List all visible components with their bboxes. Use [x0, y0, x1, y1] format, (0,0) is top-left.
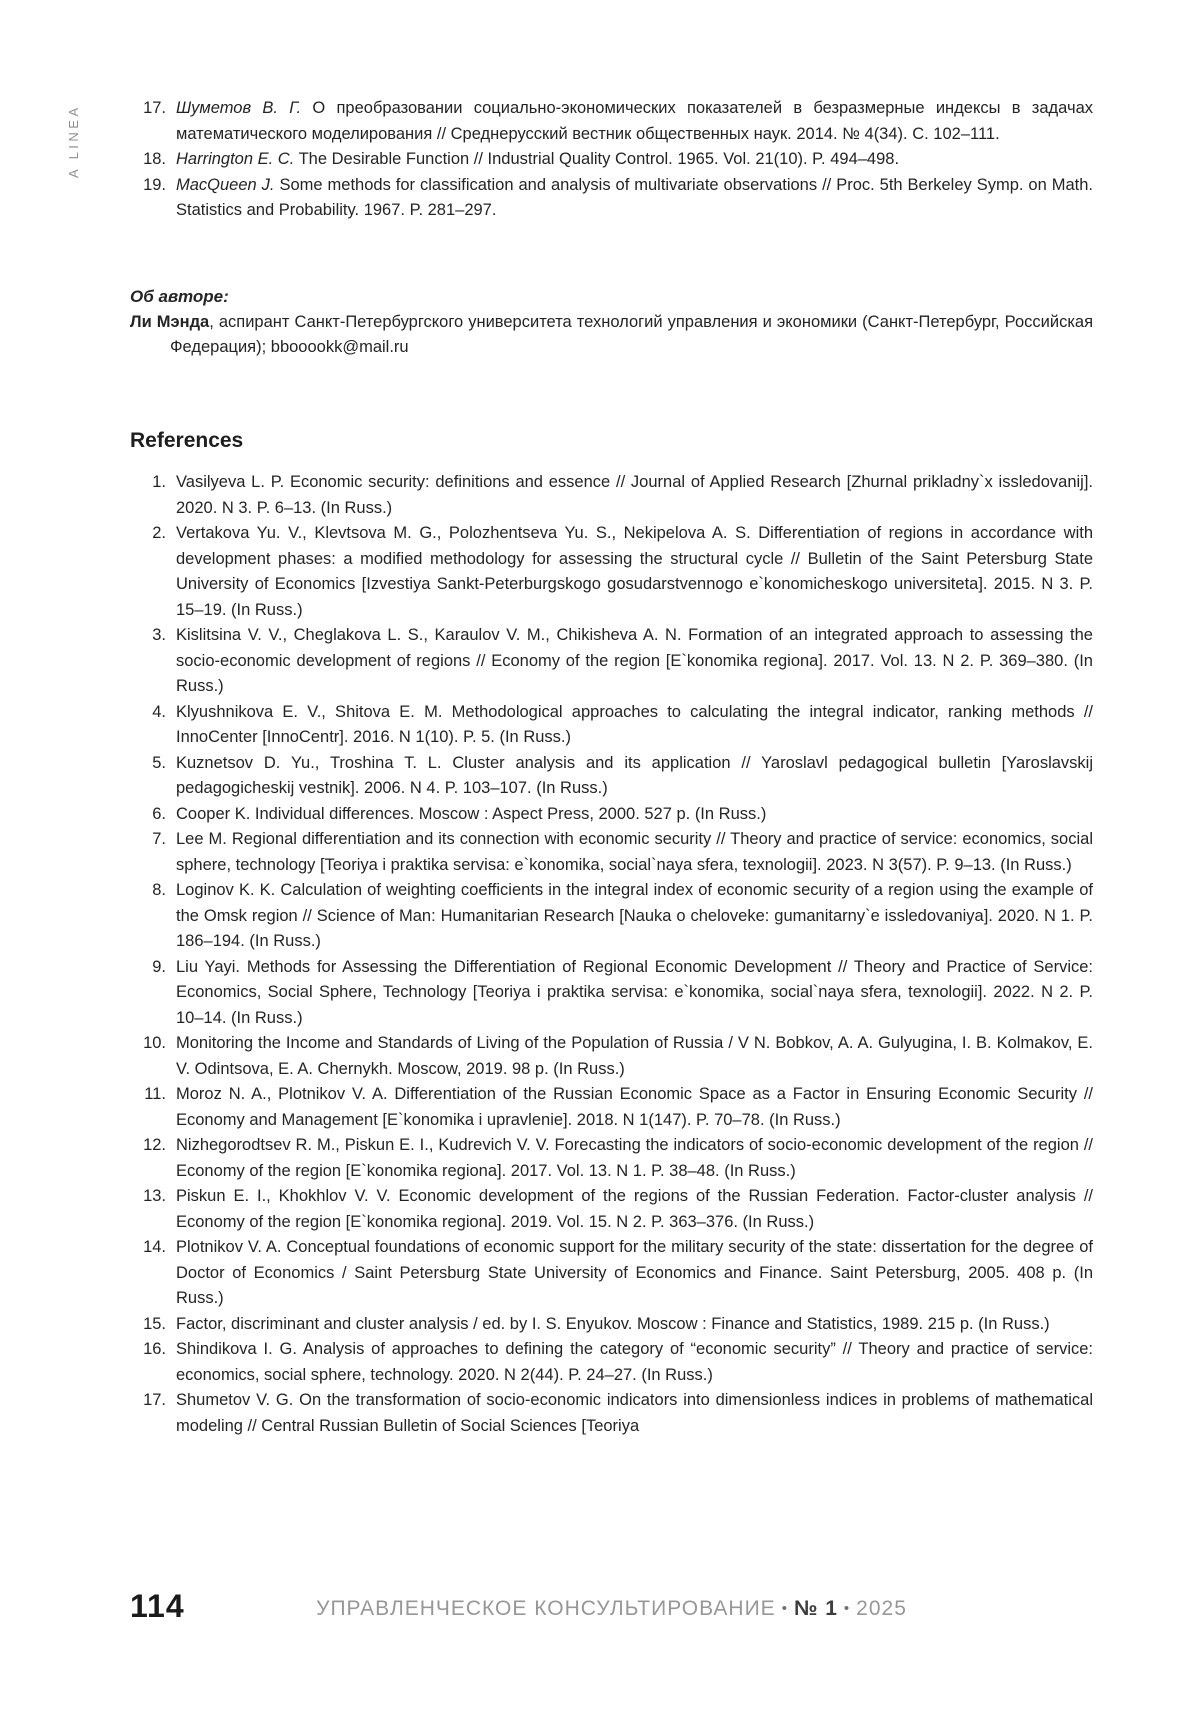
- reference-number: 16.: [143, 1340, 166, 1358]
- footer-separator-dot: •: [843, 1600, 851, 1617]
- russian-references-list: [130, 96, 1093, 224]
- reference-number: 9.: [152, 957, 166, 976]
- reference-number: 10.: [143, 1034, 166, 1052]
- page-number: 114: [130, 1588, 185, 1624]
- reference-number: 15.: [143, 1314, 166, 1333]
- reference-number: 1.: [152, 473, 166, 491]
- reference-item-17: [130, 1388, 1093, 1439]
- reference-item-9: [130, 955, 1093, 1032]
- reference-number: 2.: [152, 524, 166, 542]
- reference-author: MacQueen J.: [176, 175, 275, 194]
- references-heading: References: [130, 429, 244, 452]
- reference-number: 13.: [143, 1187, 166, 1205]
- reference-item-12: [130, 1133, 1093, 1184]
- reference-item-3: [130, 623, 1093, 700]
- reference-author: Шуметов В. Г.: [176, 99, 302, 117]
- reference-item-13: [130, 1184, 1093, 1235]
- references-list: [130, 470, 1093, 1439]
- reference-item-7: [130, 827, 1093, 878]
- reference-item-8: [130, 878, 1093, 955]
- reference-text: Lee M. Regional differentiation and its connection with economic security // Theory and practice of service: economics, social sphere, technology [Teoriya i praktika servisa: e`konomika, social`naya sfera, texnologii]. 2023. N 3(57). P. 9–13. (In Russ.): [176, 830, 1093, 874]
- reference-number: 8.: [152, 881, 166, 899]
- footer-separator-dot: •: [781, 1600, 788, 1617]
- reference-item-5: [130, 751, 1093, 802]
- reference-item-ru-17: [130, 96, 1093, 147]
- references-heading-section: [130, 428, 1093, 454]
- reference-item-ru-19: [130, 173, 1093, 224]
- reference-item-16: [130, 1337, 1093, 1388]
- author-name: Ли Мэнда: [130, 312, 210, 331]
- reference-number: 5.: [152, 753, 166, 772]
- reference-text: Nizhegorodtsev R. M., Piskun E. I., Kudrevich V. V. Forecasting the indicators of socio-economic development of the region // Economy of the region [E`konomika regiona]. 2017. Vol. 13. N 1. P. 38–48. (In Russ.): [176, 1136, 1093, 1180]
- reference-text: Plotnikov V. A. Conceptual foundations of economic support for the military security of the state: dissertation for the degree of Doctor of Economics / Saint Petersburg State University of Economics and Finance. Saint Petersburg, 2005. 408 p. (In Russ.): [176, 1238, 1093, 1307]
- reference-number: 3.: [152, 626, 166, 644]
- about-author-section: [130, 284, 1093, 361]
- reference-number: 4.: [152, 702, 166, 721]
- reference-author: Harrington E. C.: [176, 150, 295, 168]
- reference-item-14: [130, 1235, 1093, 1312]
- reference-text: Moroz N. A., Plotnikov V. A. Differentiation of the Russian Economic Space as a Factor in Ensuring Economic Security // Economy and Management [E`konomika i upravlenie]. 2018. N 1(147). P. 70–78. (In Russ.): [176, 1085, 1093, 1129]
- reference-item-ru-18: [130, 147, 1093, 173]
- reference-text: Vertakova Yu. V., Klevtsova M. G., Polozhentseva Yu. S., Nekipelova A. S. Differentiation of regions in accordance with development phases: a modified methodology for assessing the structural cycle // Bulletin of the Saint Petersburg State University of Economics [Izvestiya Sankt-Peterburgskogo gosudarstvennogo e`konomicheskogo universiteta]. 2015. N 3. P. 15–19. (In Russ.): [176, 524, 1093, 619]
- reference-text: Kislitsina V. V., Cheglakova L. S., Karaulov V. M., Chikisheva A. N. Formation of an integrated approach to assessing the socio-economic development of regions // Economy of the region [E`konomika regiona]. 2017. Vol. 13. N 2. P. 369–380. (In Russ.): [176, 626, 1093, 695]
- about-author-body: [130, 310, 1093, 361]
- reference-item-11: [130, 1082, 1093, 1133]
- reference-number: 14.: [143, 1238, 166, 1256]
- journal-footer-line: [130, 1597, 1093, 1621]
- journal-title: УПРАВЛЕНЧЕСКОЕ КОНСУЛЬТИРОВАНИЕ: [316, 1597, 776, 1620]
- author-affiliation: , аспирант Санкт-Петербургского университета технологий управления и экономики (Санкт-Петербург, Российская Федерация); bbooookk@mail.ru: [170, 312, 1094, 356]
- reference-text: Some methods for classification and analysis of multivariate observations // Proc. 5th Berkeley Symp. on Math. Statistics and Probability. 1967. P. 281–297.: [176, 175, 1093, 219]
- reference-item-6: [130, 802, 1093, 828]
- journal-issue: № 1: [793, 1597, 838, 1620]
- reference-text: Shindikova I. G. Analysis of approaches to defining the category of “economic security” // Theory and practice of service: economics, social sphere, technology. 2020. N 2(44). P. 24–27. (In Russ.): [176, 1340, 1093, 1384]
- reference-item-4: [130, 700, 1093, 751]
- reference-item-1: [130, 470, 1093, 521]
- reference-number: 7.: [152, 830, 166, 848]
- reference-item-10: [130, 1031, 1093, 1082]
- reference-text: Piskun E. I., Khokhlov V. V. Economic development of the regions of the Russian Federation. Factor-cluster analysis // Economy of the region [E`konomika regiona]. 2019. Vol. 15. N 2. P. 363–376. (In Russ.): [176, 1187, 1093, 1231]
- reference-text: Klyushnikova E. V., Shitova E. M. Methodological approaches to calculating the integral indicator, ranking methods // InnoCenter [InnoCentr]. 2016. N 1(10). P. 5. (In Russ.): [176, 702, 1093, 746]
- reference-text: О преобразовании социально-экономических показателей в безразмерные индексы в задачах математического моделирования // Среднерусский вестник общественных наук. 2014. № 4(34). С. 102–111.: [176, 99, 1093, 143]
- reference-number: 11.: [144, 1085, 166, 1103]
- reference-number: 6.: [152, 804, 166, 823]
- reference-text: Shumetov V. G. On the transformation of socio-economic indicators into dimensionless indices in problems of mathematical modeling // Central Russian Bulletin of Social Sciences [Teoriya: [176, 1391, 1093, 1435]
- reference-item-2: [130, 521, 1093, 623]
- reference-text: Liu Yayi. Methods for Assessing the Differentiation of Regional Economic Development // Theory and Practice of Service: Economics, Social Sphere, Technology [Teoriya i praktika servisa: e`konomika, social`naya sfera, texnologii]. 2022. N 2. P. 10–14. (In Russ.): [176, 957, 1093, 1027]
- side-label: A LINEA: [66, 104, 81, 178]
- reference-text: Cooper K. Individual differences. Moscow : Aspect Press, 2000. 527 p. (In Russ.): [176, 804, 767, 823]
- reference-text: Factor, discriminant and cluster analysis / ed. by I. S. Enyukov. Moscow : Finance and Statistics, 1989. 215 p. (In Russ.): [176, 1314, 1050, 1333]
- reference-number: 17.: [143, 99, 166, 117]
- reference-text: Loginov K. K. Calculation of weighting coefficients in the integral index of economic security of a region using the example of the Omsk region // Science of Man: Humanitarian Research [Nauka o cheloveke: gumanitarny`e issledovaniya]. 2020. N 1. P. 186–194. (In Russ.): [176, 881, 1093, 950]
- reference-number: 19.: [143, 175, 166, 194]
- reference-text: The Desirable Function // Industrial Quality Control. 1965. Vol. 21(10). P. 494–498.: [294, 150, 900, 168]
- about-author-heading: Об авторе:: [130, 287, 229, 306]
- reference-text: Monitoring the Income and Standards of Living of the Population of Russia / V N. Bobkov, A. A. Gulyugina, I. B. Kolmakov, E. V. Odintsova, E. A. Chernykh. Moscow, 2019. 98 p. (In Russ.): [176, 1034, 1093, 1078]
- reference-number: 12.: [143, 1136, 166, 1154]
- reference-number: 17.: [143, 1391, 166, 1409]
- page-footer: [130, 1590, 1093, 1630]
- reference-item-15: [130, 1312, 1093, 1338]
- journal-year: 2025: [856, 1597, 907, 1620]
- reference-number: 18.: [143, 150, 166, 168]
- reference-text: Vasilyeva L. P. Economic security: definitions and essence // Journal of Applied Research [Zhurnal prikladny`x issledovanij]. 2020. N 3. P. 6–13. (In Russ.): [176, 473, 1093, 517]
- reference-text: Kuznetsov D. Yu., Troshina T. L. Cluster analysis and its application // Yaroslavl pedagogical bulletin [Yaroslavskij pedagogicheskij vestnik]. 2006. N 4. P. 103–107. (In Russ.): [176, 753, 1093, 797]
